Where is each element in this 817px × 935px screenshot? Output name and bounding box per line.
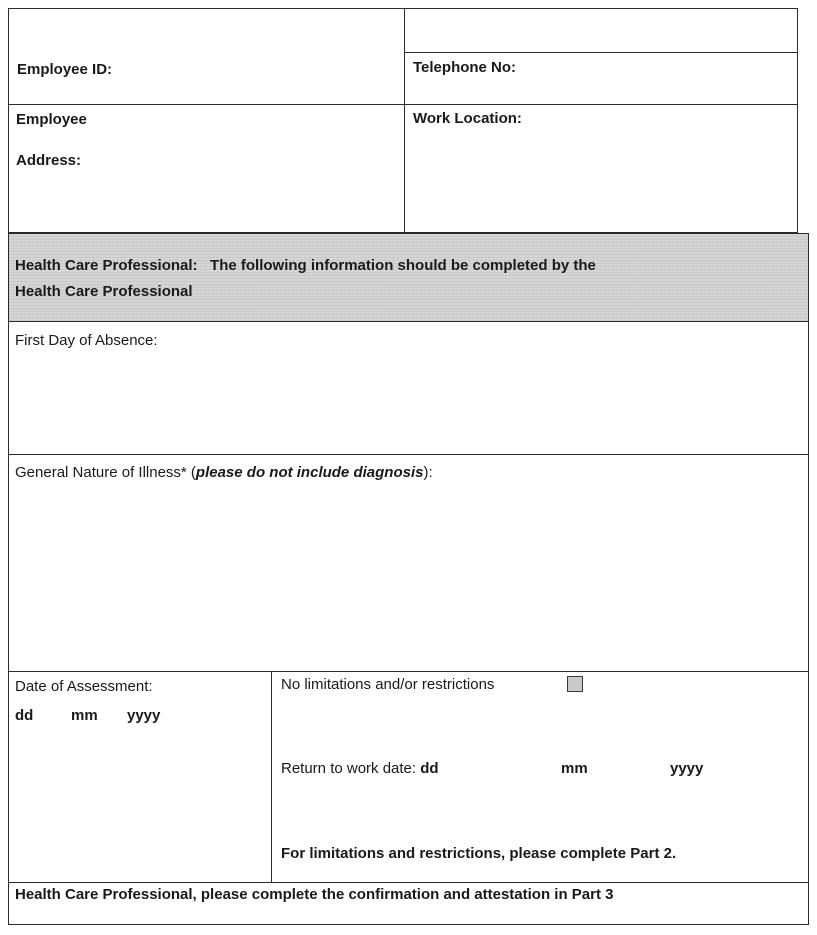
employee-id-label: Employee ID:: [17, 61, 113, 78]
complete-part2-note: For limitations and restrictions, please complete Part 2.: [281, 845, 677, 862]
footer-note: Health Care Professional, please complete the confirmation and attestation in Part 3: [15, 886, 614, 903]
hcp-header-line2: Health Care Professional: [15, 283, 193, 300]
assessment-dd[interactable]: dd: [15, 707, 34, 724]
work-location-label: Work Location:: [413, 110, 522, 127]
return-dd[interactable]: dd: [420, 760, 439, 777]
assessment-yyyy[interactable]: yyyy: [127, 707, 161, 724]
illness-label-suffix: ):: [423, 464, 433, 481]
telephone-label: Telephone No:: [413, 59, 517, 76]
hcp-header-band: [8, 233, 809, 322]
illness-nature-label: [15, 464, 433, 482]
employee-label: Employee: [16, 111, 87, 128]
address-label: Address:: [16, 152, 82, 169]
employee-block-divider: [404, 8, 405, 233]
date-of-assessment-label: Date of Assessment:: [15, 678, 153, 695]
return-to-work-label: Return to work date:: [281, 760, 417, 777]
assessment-mm[interactable]: mm: [71, 707, 98, 724]
hcp-header-line1: Health Care Professional: The following information should be completed by the: [15, 257, 596, 274]
return-to-work-row: [281, 760, 439, 778]
illness-nature-box[interactable]: [8, 454, 809, 672]
employee-info-block: [8, 8, 798, 233]
illness-label-emphasis: please do not include diagnosis: [195, 464, 424, 481]
return-mm[interactable]: mm: [561, 760, 588, 777]
illness-label-prefix: General Nature of Illness* (: [15, 464, 196, 481]
no-limitations-label: No limitations and/or restrictions: [281, 676, 495, 693]
assessment-divider: [271, 671, 272, 883]
telephone-top-divider: [404, 52, 798, 53]
first-day-absence-label: First Day of Absence:: [15, 332, 158, 349]
no-limitations-checkbox[interactable]: [567, 676, 583, 692]
employee-id-row-divider: [8, 104, 798, 105]
return-yyyy[interactable]: yyyy: [670, 760, 704, 777]
